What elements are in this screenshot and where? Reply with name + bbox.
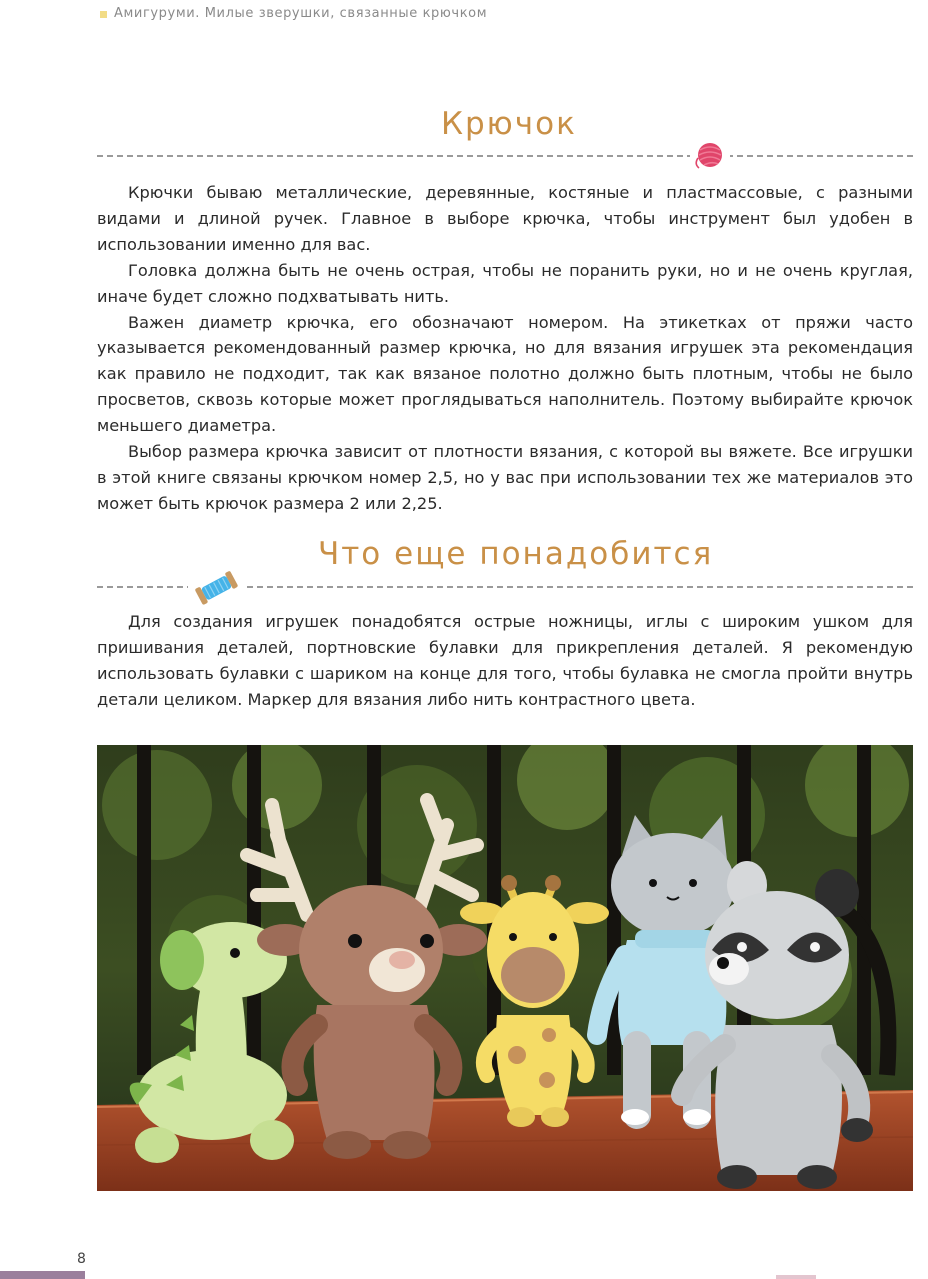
header-bullet-icon [100, 11, 107, 18]
section-1-body [97, 180, 913, 517]
running-header [100, 6, 487, 21]
section-title-hook: Крючок [441, 106, 577, 142]
paragraph: Выбор размера крючка зависит от плотности вязания, с которой вы вяжете. Все игрушки в этой книге связаны крючком номер 2,5, но у вас при использовании тех же материалов это может быть крючок размера 2 или 2,25. [97, 442, 913, 513]
footer-mark [776, 1275, 816, 1279]
thread-spool-icon [188, 567, 244, 607]
section-2-body [97, 609, 913, 713]
amigurumi-toys-photo [97, 745, 913, 1191]
section-title-extras: Что еще понадобится [318, 536, 714, 572]
section-divider [97, 155, 913, 157]
yarn-ball-icon [690, 138, 730, 174]
running-header-text: Амигуруми. Милые зверушки, связанные крючком [114, 6, 488, 21]
paragraph: Для создания игрушек понадобятся острые ножницы, иглы с широким ушком для пришивания деталей, портновские булавки для прикрепления деталей. Я рекомендую использовать булавки с шариком на конце для того, чтобы булавка не смогла пройти внутрь детали целиком. Маркер для вязания либо нить контрастного цвета. [97, 612, 913, 709]
footer-bar [0, 1271, 85, 1279]
page-number: 8 [77, 1251, 86, 1267]
paragraph: Головка должна быть не очень острая, чтобы не поранить руки, но и не очень круглая, иначе будет сложно подхватывать нить. [97, 260, 913, 306]
paragraph: Важен диаметр крючка, его обозначают номером. На этикетках от пряжи часто указывается рекомендованный размер крючка, но для вязания игрушек эта рекомендация как правило не подходит, так как вязаное полотно должно быть плотным, чтобы не было просветов, сквозь которые может проглядываться наполнитель. Поэтому выбирайте крючок меньшего диаметра. [97, 312, 913, 436]
paragraph: Крючки бываю металлические, деревянные, костяные и пластмассовые, с разными видами и длиной ручек. Главное в выборе крючка, чтобы инструмент был удобен в использовании именно для вас. [97, 183, 913, 254]
